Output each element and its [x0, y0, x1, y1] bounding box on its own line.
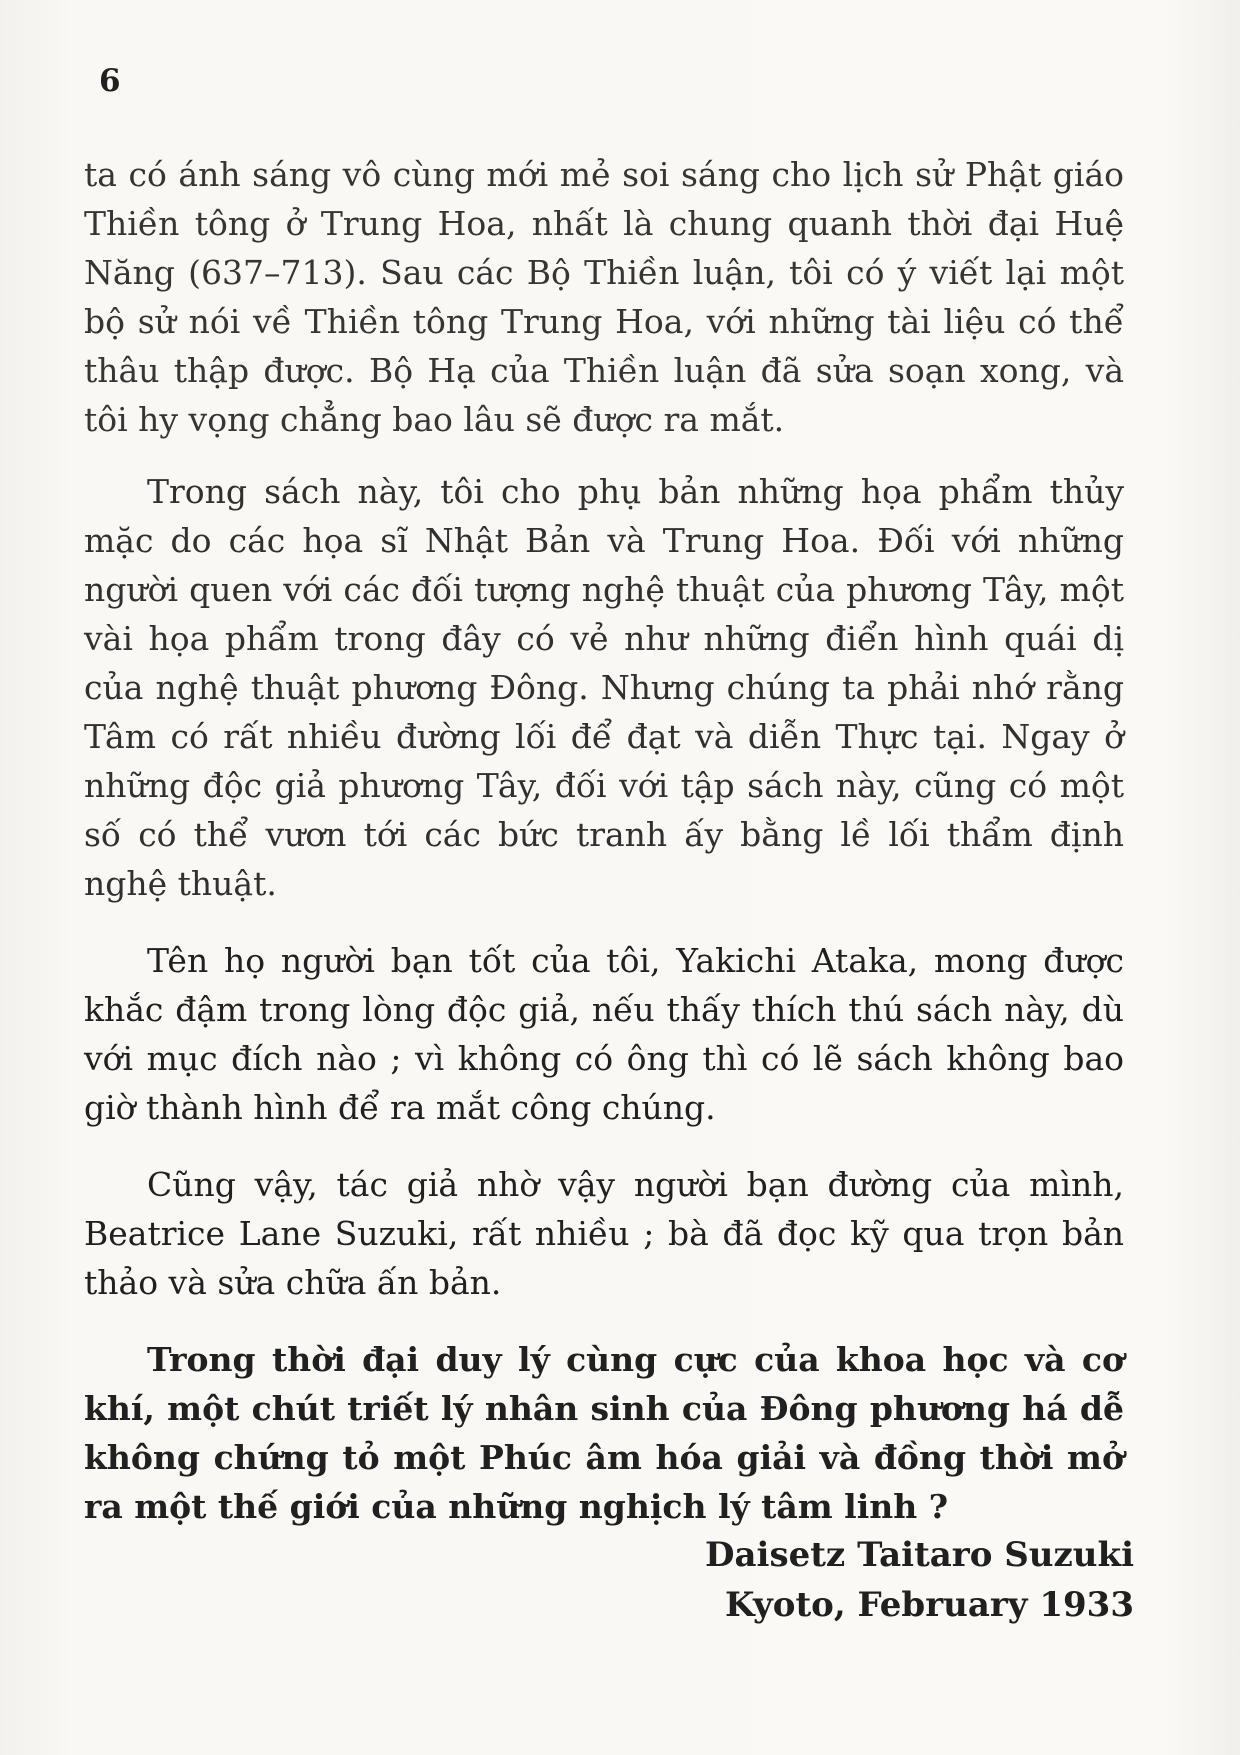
paragraph-acknowledgment-ataka: Tên họ người bạn tốt của tôi, Yakichi Ataka, mong được khắc đậm trong lòng độc giả, nếu thấy thích thú sách này, dù với mục đích nào ; vì không có ông thì có lẽ sách không bao giờ thành hình để ra mắt công chúng.: [84, 941, 1124, 1127]
page-number: 6: [99, 63, 121, 99]
paragraph-illustrations: Trong sách này, tôi cho phụ bản những họa phẩm thủy mặc do các họa sĩ Nhật Bản và Trung Hoa. Đối với những người quen với các đối tượng nghệ thuật của phương Tây, một vài họa phẩm trong đây có vẻ như những điển hình quái dị của nghệ thuật phương Đông. Nhưng chúng ta phải nhớ rằng Tâm có rất nhiều đường lối để đạt và diễn Thực tại. Ngay ở những độc giả phương Tây, đối với tập sách này, cũng có một số có thể vươn tới các bức tranh ấy bằng lề lối thẩm định nghệ thuật.: [84, 472, 1124, 903]
paragraph-closing-question: Trong thời đại duy lý cùng cực của khoa học và cơ khí, một chút triết lý nhân sinh của Đông phương há dễ không chứng tỏ một Phúc âm hóa giải và đồng thời mở ra một thế giới của những nghịch lý tâm linh ?: [84, 1340, 1124, 1526]
paragraph-acknowledgment-wife: Cũng vậy, tác giả nhờ vậy người bạn đường của mình, Beatrice Lane Suzuki, rất nhiều ; bà đã đọc kỹ qua trọn bản thảo và sửa chữa ấn bản.: [84, 1165, 1124, 1302]
signature-place-date: Kyoto, February 1933: [725, 1585, 1134, 1625]
paragraph-continuation: ta có ánh sáng vô cùng mới mẻ soi sáng cho lịch sử Phật giáo Thiền tông ở Trung Hoa, nhất là chung quanh thời đại Huệ Năng (637–713). Sau các Bộ Thiền luận, tôi có ý viết lại một bộ sử nói về Thiền tông Trung Hoa, với những tài liệu có thể thâu thập được. Bộ Hạ của Thiền luận đã sửa soạn xong, và tôi hy vọng chẳng bao lâu sẽ được ra mắt.: [84, 155, 1124, 439]
page-body: [84, 150, 1124, 1559]
author-name: Daisetz Taitaro Suzuki: [705, 1535, 1134, 1575]
signature-block: [705, 1530, 1134, 1630]
